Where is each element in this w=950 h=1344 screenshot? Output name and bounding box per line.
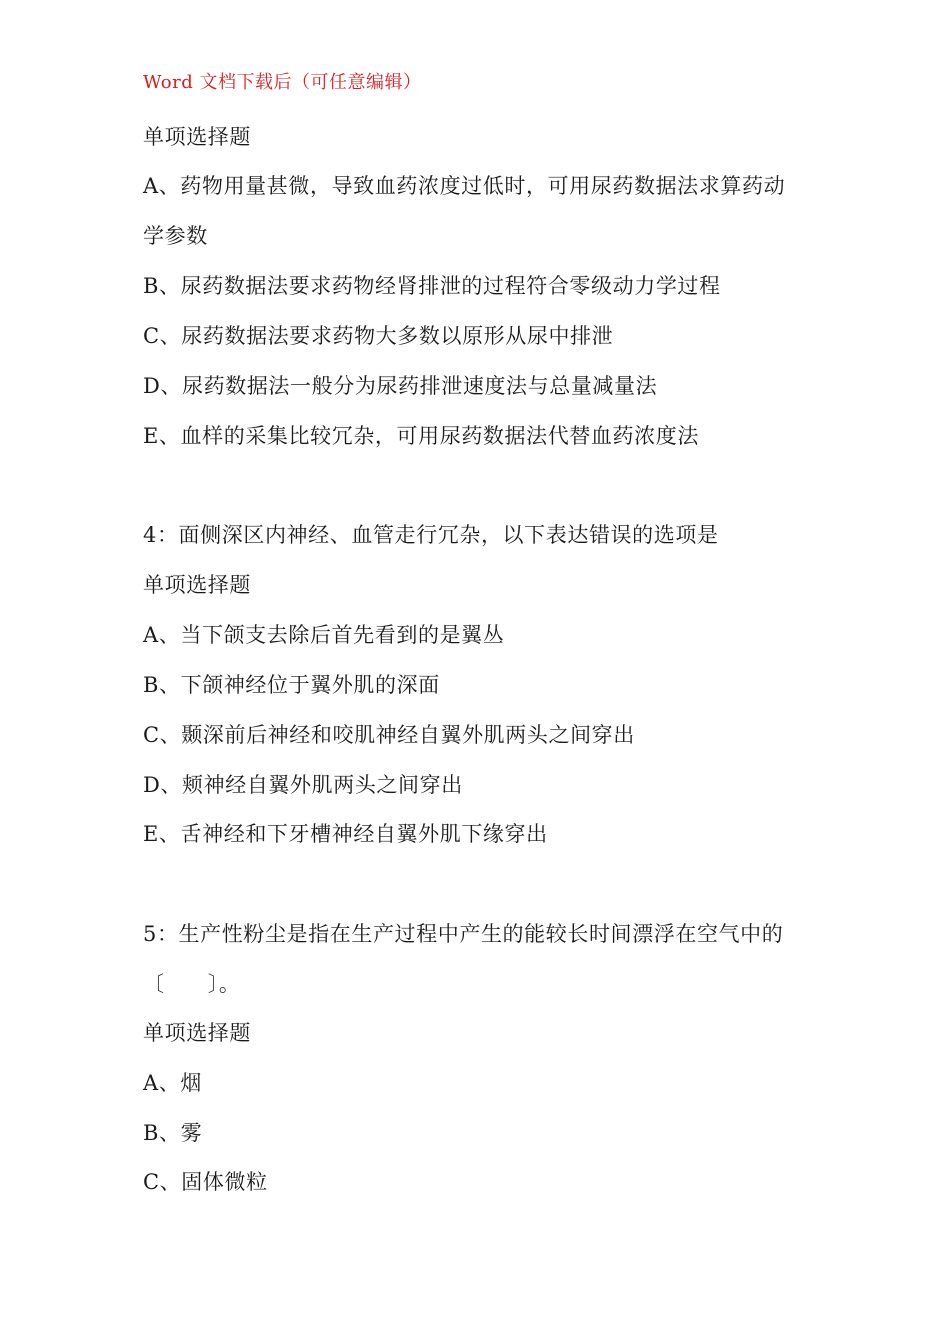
q3-option-a-line2: 学参数 bbox=[143, 224, 208, 248]
q5-stem-line1: 5：生产性粉尘是指在生产过程中产生的能较长时间漂浮在空气中的 bbox=[143, 922, 784, 946]
q3-option-c: C、尿药数据法要求药物大多数以原形从尿中排泄 bbox=[143, 324, 614, 348]
download-note: Word 文档下载后（可任意编辑） bbox=[143, 72, 422, 93]
q4-type-label: 单项选择题 bbox=[143, 573, 251, 597]
q5-option-b: B、雾 bbox=[143, 1121, 203, 1145]
q3-option-b: B、尿药数据法要求药物经肾排泄的过程符合零级动力学过程 bbox=[143, 274, 721, 298]
q4-option-d: D、颊神经自翼外肌两头之间穿出 bbox=[143, 773, 463, 797]
q4-option-a: A、当下颌支去除后首先看到的是翼丛 bbox=[143, 623, 505, 647]
q4-option-b: B、下颌神经位于翼外肌的深面 bbox=[143, 673, 440, 697]
q4-stem: 4：面侧深区内神经、血管走行冗杂，以下表达错误的选项是 bbox=[143, 523, 719, 547]
q5-stem-line2: 〔 〕。 bbox=[143, 972, 241, 996]
q5-option-c: C、固体微粒 bbox=[143, 1170, 268, 1194]
q3-option-d: D、尿药数据法一般分为尿药排泄速度法与总量减量法 bbox=[143, 374, 658, 398]
q3-option-a-line1: A、药物用量甚微，导致血药浓度过低时，可用尿药数据法求算药动 bbox=[143, 174, 786, 198]
q4-option-c: C、颞深前后神经和咬肌神经自翼外肌两头之间穿出 bbox=[143, 723, 635, 747]
q4-option-e: E、舌神经和下牙槽神经自翼外肌下缘穿出 bbox=[143, 822, 548, 846]
q5-option-a: A、烟 bbox=[143, 1071, 202, 1095]
q5-type-label: 单项选择题 bbox=[143, 1021, 251, 1045]
q3-option-e: E、血样的采集比较冗杂，可用尿药数据法代替血药浓度法 bbox=[143, 424, 699, 448]
q3-type-label: 单项选择题 bbox=[143, 125, 251, 149]
